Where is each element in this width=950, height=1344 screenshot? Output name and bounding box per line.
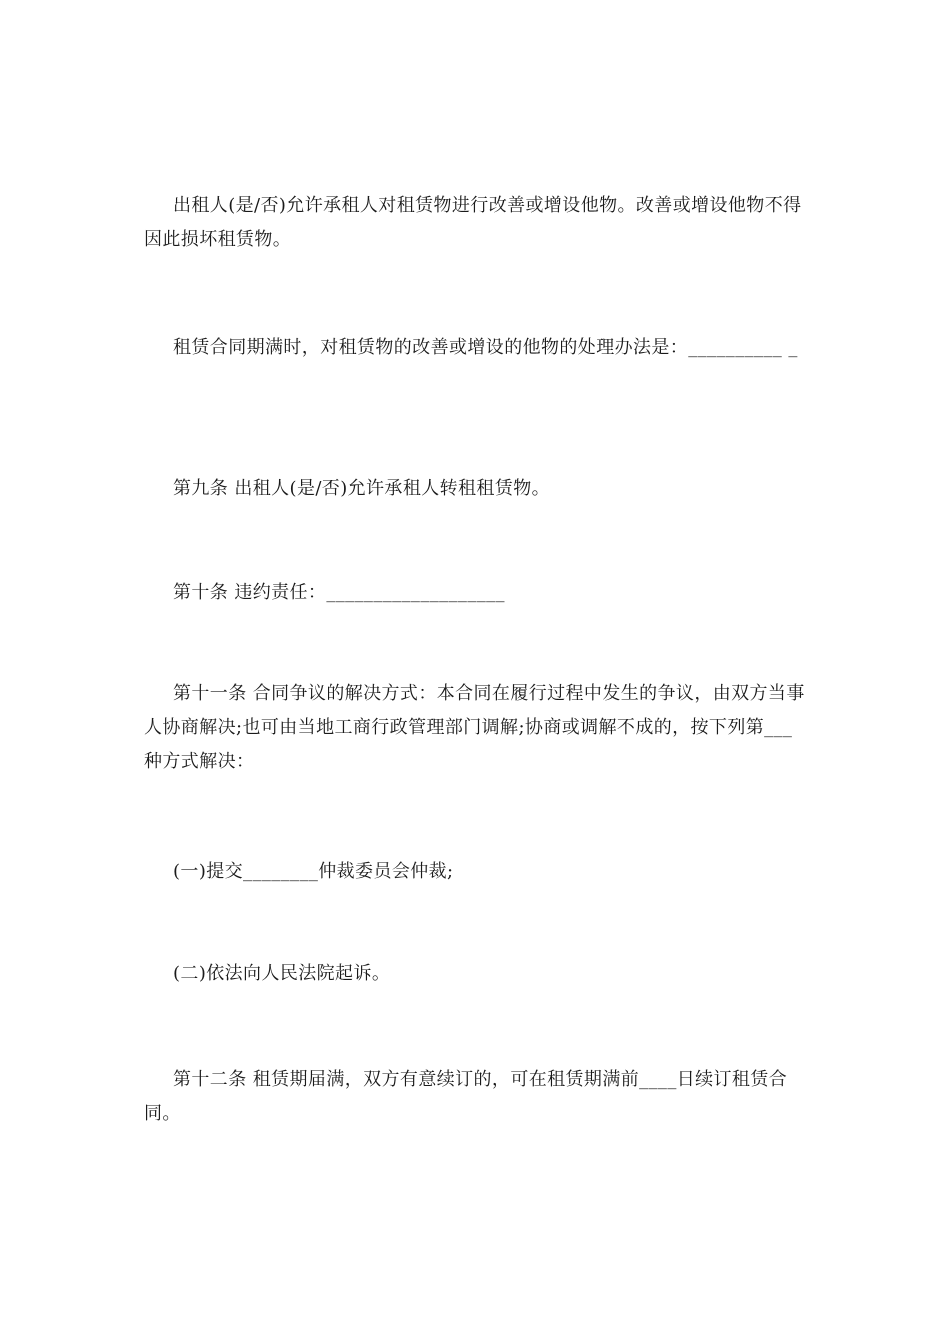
paragraph-expiry-handling: 租赁合同期满时，对租赁物的改善或增设的他物的处理办法是：__________ _ — [173, 337, 798, 358]
paragraph-option-court: (二)依法向人民法院起诉。 — [173, 963, 391, 984]
paragraph-article-9: 第九条 出租人(是/否)允许承租人转租租赁物。 — [173, 478, 551, 499]
paragraph-article-10: 第十条 违约责任：___________________ — [173, 582, 505, 603]
paragraph-option-arbitration: (一)提交________仲裁委员会仲裁; — [173, 861, 454, 882]
paragraph-improvement-clause: 出租人(是/否)允许承租人对租赁物进行改善或增设他物。改善或增设他物不得因此损坏租赁物。 — [144, 195, 802, 250]
paragraph-article-12: 第十二条 租赁期届满，双方有意续订的，可在租赁期满前____日续订租赁合同。 — [144, 1069, 788, 1124]
paragraph-article-11: 第十一条 合同争议的解决方式：本合同在履行过程中发生的争议，由双方当事人协商解决;也可由当地工商行政管理部门调解;协商或调解不成的，按下列第___种方式解决： — [144, 683, 805, 772]
